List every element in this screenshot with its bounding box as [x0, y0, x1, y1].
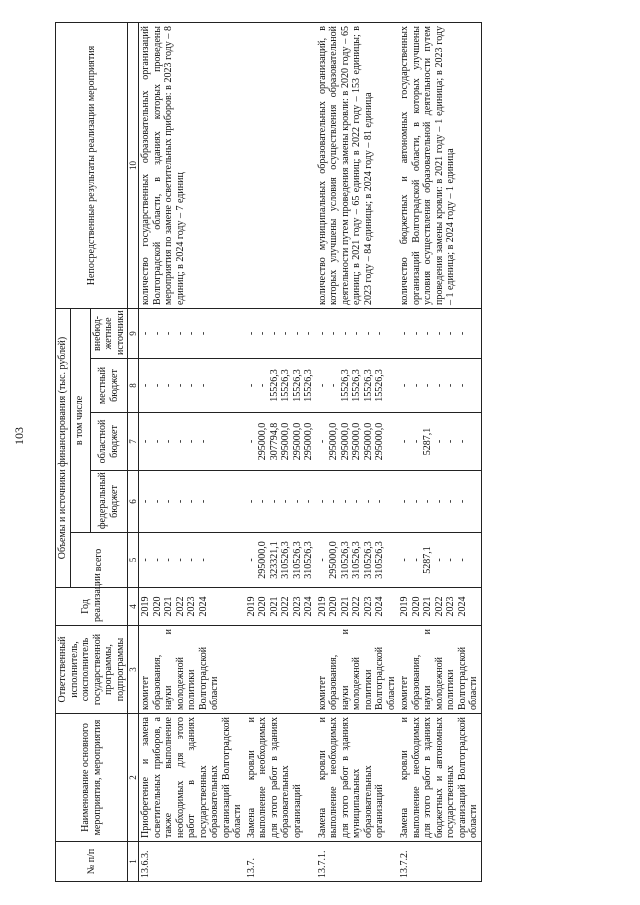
- local-value: -: [257, 383, 269, 388]
- row-federal: [245, 471, 316, 533]
- year-value: 2021: [422, 596, 434, 617]
- col-number: 3: [128, 626, 139, 714]
- col-number: 8: [128, 359, 139, 413]
- year-value: 2021: [268, 596, 280, 617]
- header-name: Наименование основного мероприятия, мероприятия: [56, 714, 128, 842]
- row-total: [398, 533, 481, 588]
- row-regional: [139, 413, 245, 471]
- row-result: количество бюджетных и автономных государственных организаций Волгоградской области, в которых улучшены условия осуществления образовательной деятельности путем проведения замены кровли: в 2021 году – 1 единица; в 2023 году – 1 единица; в 2024 году – 1 единица: [398, 23, 481, 309]
- offbudget-value: -: [433, 331, 445, 336]
- rotated-page: [55, 22, 585, 882]
- year-value: 2019: [316, 596, 328, 617]
- row-responsible: комитет образования, науки и молодежной политики Волгоградской области: [316, 626, 399, 714]
- col-number: 4: [128, 588, 139, 626]
- local-value: -: [245, 383, 257, 388]
- page-number: 103: [12, 427, 26, 445]
- regional-value: 295000,0: [351, 422, 363, 461]
- federal-value: -: [186, 499, 198, 504]
- federal-value: -: [257, 499, 269, 504]
- header-total: всего: [70, 533, 128, 588]
- total-value: -: [174, 558, 186, 562]
- total-value: -: [186, 558, 198, 562]
- row-federal: [139, 471, 245, 533]
- row-years: [245, 588, 316, 626]
- year-value: 2020: [328, 596, 340, 617]
- offbudget-value: -: [140, 331, 152, 336]
- local-value: 15526,3: [280, 369, 292, 402]
- local-value: -: [445, 383, 457, 388]
- total-value: -: [197, 558, 209, 562]
- regional-value: -: [151, 439, 163, 444]
- regional-value: 5287,1: [422, 427, 434, 456]
- offbudget-value: -: [374, 331, 386, 336]
- year-value: 2024: [456, 596, 468, 617]
- offbudget-value: -: [303, 331, 315, 336]
- row-regional: [245, 413, 316, 471]
- total-value: -: [245, 558, 257, 562]
- header-responsible: Ответственный исполнитель, соисполнитель государственной программы, подпрограммы: [56, 626, 128, 714]
- federal-value: -: [163, 499, 175, 504]
- local-value: -: [433, 383, 445, 388]
- regional-value: -: [186, 439, 198, 444]
- total-value: -: [399, 558, 411, 562]
- offbudget-value: -: [351, 331, 363, 336]
- row-offbudget: [398, 308, 481, 358]
- total-value: 310526,3: [374, 541, 386, 579]
- year-value: 2019: [245, 596, 257, 617]
- offbudget-value: -: [410, 331, 422, 336]
- regional-value: -: [410, 439, 422, 444]
- total-value: 310526,3: [303, 541, 315, 579]
- regional-value: -: [163, 439, 175, 444]
- local-value: -: [456, 383, 468, 388]
- header-num: № п/п: [56, 842, 128, 882]
- col-number: 6: [128, 471, 139, 533]
- year-value: 2020: [410, 596, 422, 617]
- offbudget-value: -: [445, 331, 457, 336]
- total-value: -: [410, 558, 422, 562]
- federal-value: -: [339, 499, 351, 504]
- year-value: 2021: [339, 596, 351, 617]
- offbudget-value: -: [186, 331, 198, 336]
- local-value: 15526,3: [339, 369, 351, 402]
- regional-value: -: [433, 439, 445, 444]
- year-value: 2020: [151, 596, 163, 617]
- row-local: [245, 359, 316, 413]
- row-offbudget: [316, 308, 399, 358]
- row-regional: [316, 413, 399, 471]
- federal-value: -: [140, 499, 152, 504]
- local-value: -: [140, 383, 152, 388]
- row-name: Замена кровли и выполнение необходимых для этого работ в зданиях муниципальных образовательных организаций: [316, 714, 399, 842]
- regional-value: -: [456, 439, 468, 444]
- year-value: 2023: [186, 596, 198, 617]
- row-offbudget: [139, 308, 245, 358]
- table-row: [245, 23, 316, 882]
- year-value: 2023: [291, 596, 303, 617]
- row-years: [316, 588, 399, 626]
- year-value: 2024: [197, 596, 209, 617]
- year-value: 2024: [374, 596, 386, 617]
- regional-value: 295000,0: [303, 422, 315, 461]
- header-regional: областной бюджет: [90, 413, 128, 471]
- offbudget-value: -: [422, 331, 434, 336]
- total-value: -: [316, 558, 328, 562]
- regional-value: -: [445, 439, 457, 444]
- federal-value: -: [174, 499, 186, 504]
- regional-value: -: [245, 439, 257, 444]
- row-federal: [316, 471, 399, 533]
- header-federal: федеральный бюджет: [90, 471, 128, 533]
- year-value: 2022: [433, 596, 445, 617]
- row-regional: [398, 413, 481, 471]
- row-local: [398, 359, 481, 413]
- offbudget-value: -: [197, 331, 209, 336]
- row-responsible: комитет образования, науки и молодежной политики Волгоградской области: [139, 626, 245, 714]
- row-code: 13.6.3.: [139, 842, 245, 882]
- federal-value: -: [374, 499, 386, 504]
- regional-value: 295000,0: [362, 422, 374, 461]
- federal-value: -: [422, 499, 434, 504]
- total-value: 310526,3: [339, 541, 351, 579]
- local-value: -: [399, 383, 411, 388]
- year-value: 2024: [303, 596, 315, 617]
- total-value: 5287,1: [422, 546, 434, 574]
- row-years: [139, 588, 245, 626]
- table-row: [139, 23, 245, 882]
- year-value: 2023: [445, 596, 457, 617]
- offbudget-value: -: [456, 331, 468, 336]
- local-value: -: [174, 383, 186, 388]
- total-value: 310526,3: [351, 541, 363, 579]
- federal-value: -: [328, 499, 340, 504]
- offbudget-value: -: [291, 331, 303, 336]
- total-value: -: [140, 558, 152, 562]
- row-name: Приобретение и замена осветительных приборов, а также выполнение необходимых для этого работ в зданиях государственных образовательных организаций Волгоградской области: [139, 714, 245, 842]
- regional-value: 307794,8: [268, 422, 280, 461]
- federal-value: -: [280, 499, 292, 504]
- total-value: 295000,0: [257, 541, 269, 579]
- row-result: количество государственных образовательных организаций Волгоградской области, в зданиях которых проведены мероприятия по замене осветительных приборов: в 2023 году – 8 единиц; в 2024 году – 7 единиц: [139, 23, 245, 309]
- row-result: [245, 23, 316, 309]
- offbudget-value: -: [399, 331, 411, 336]
- federal-value: -: [316, 499, 328, 504]
- row-code: 13.7.: [245, 842, 316, 882]
- local-value: -: [186, 383, 198, 388]
- regional-value: 295000,0: [374, 422, 386, 461]
- regional-value: -: [399, 439, 411, 444]
- header-in-that-number: в том числе: [70, 308, 90, 532]
- header-results: Непосредственные результаты реализации мероприятия: [56, 23, 128, 309]
- total-value: -: [445, 558, 457, 562]
- row-offbudget: [245, 308, 316, 358]
- regional-value: -: [174, 439, 186, 444]
- offbudget-value: -: [328, 331, 340, 336]
- year-value: 2020: [257, 596, 269, 617]
- total-value: 295000,0: [328, 541, 340, 579]
- federal-value: -: [151, 499, 163, 504]
- header-offbudget: внебюд- жетные источники: [90, 308, 128, 358]
- header-year: Год реализации: [56, 588, 128, 626]
- row-name: Замена кровли и выполнение необходимых для этого работ в зданиях образовательных организаций: [245, 714, 316, 842]
- local-value: -: [328, 383, 340, 388]
- row-total: [316, 533, 399, 588]
- col-number: 9: [128, 308, 139, 358]
- row-responsible: комитет образования, науки и молодежной политики Волгоградской области: [398, 626, 481, 714]
- table-row: [398, 23, 481, 882]
- local-value: -: [316, 383, 328, 388]
- federal-value: -: [291, 499, 303, 504]
- local-value: -: [163, 383, 175, 388]
- regional-value: -: [197, 439, 209, 444]
- year-value: 2023: [362, 596, 374, 617]
- total-value: 310526,3: [362, 541, 374, 579]
- row-years: [398, 588, 481, 626]
- local-value: 15526,3: [268, 369, 280, 402]
- regional-value: 295000,0: [280, 422, 292, 461]
- year-value: 2021: [163, 596, 175, 617]
- table-row: [316, 23, 399, 882]
- row-code: 13.7.2.: [398, 842, 481, 882]
- federal-value: -: [351, 499, 363, 504]
- regional-value: -: [316, 439, 328, 444]
- regional-value: -: [140, 439, 152, 444]
- table-body: [139, 23, 482, 882]
- local-value: 15526,3: [374, 369, 386, 402]
- offbudget-value: -: [339, 331, 351, 336]
- col-number: 5: [128, 533, 139, 588]
- local-value: 15526,3: [303, 369, 315, 402]
- local-value: -: [151, 383, 163, 388]
- total-value: 310526,3: [280, 541, 292, 579]
- local-value: -: [197, 383, 209, 388]
- federal-value: -: [197, 499, 209, 504]
- federal-value: -: [268, 499, 280, 504]
- regional-value: 295000,0: [339, 422, 351, 461]
- federal-value: -: [410, 499, 422, 504]
- year-value: 2019: [140, 596, 152, 617]
- local-value: -: [410, 383, 422, 388]
- col-number: 10: [128, 23, 139, 309]
- offbudget-value: -: [174, 331, 186, 336]
- total-value: 310526,3: [291, 541, 303, 579]
- total-value: -: [151, 558, 163, 562]
- row-federal: [398, 471, 481, 533]
- local-value: 15526,3: [351, 369, 363, 402]
- federal-value: -: [362, 499, 374, 504]
- row-local: [316, 359, 399, 413]
- offbudget-value: -: [316, 331, 328, 336]
- row-name: Замена кровли и выполнение необходимых для этого работ в зданиях бюджетных и автономных государственных организаций Волгоградской области: [398, 714, 481, 842]
- regional-value: 295000,0: [328, 422, 340, 461]
- federal-value: -: [303, 499, 315, 504]
- federal-value: -: [399, 499, 411, 504]
- offbudget-value: -: [151, 331, 163, 336]
- row-result: количество муниципальных образовательных организаций, в которых улучшены условия осуществления образовательной деятельности путем проведения замены кровли: в 2020 году – 65 единиц; в 2021 году – 65 единиц; в 2022 году – 153 единицы; в 2023 году – 84 единицы; в 2024 году – 81 единица: [316, 23, 399, 309]
- offbudget-value: -: [245, 331, 257, 336]
- federal-value: -: [245, 499, 257, 504]
- total-value: -: [433, 558, 445, 562]
- federal-value: -: [456, 499, 468, 504]
- total-value: -: [163, 558, 175, 562]
- offbudget-value: -: [257, 331, 269, 336]
- year-value: 2022: [280, 596, 292, 617]
- federal-value: -: [433, 499, 445, 504]
- header-local: местный бюджет: [90, 359, 128, 413]
- year-value: 2022: [174, 596, 186, 617]
- local-value: 15526,3: [291, 369, 303, 402]
- row-local: [139, 359, 245, 413]
- regional-value: 295000,0: [291, 422, 303, 461]
- total-value: -: [456, 558, 468, 562]
- col-number: 1: [128, 842, 139, 882]
- col-number: 7: [128, 413, 139, 471]
- federal-value: -: [445, 499, 457, 504]
- local-value: 15526,3: [362, 369, 374, 402]
- row-code: 13.7.1.: [316, 842, 399, 882]
- row-total: [139, 533, 245, 588]
- offbudget-value: -: [268, 331, 280, 336]
- row-total: [245, 533, 316, 588]
- col-number: 2: [128, 714, 139, 842]
- financing-table: [55, 22, 482, 882]
- year-value: 2022: [351, 596, 363, 617]
- local-value: -: [422, 383, 434, 388]
- offbudget-value: -: [280, 331, 292, 336]
- header-finance-group: Объемы и источники финансирования (тыс. рублей): [56, 308, 71, 587]
- total-value: 323321,1: [268, 541, 280, 579]
- offbudget-value: -: [163, 331, 175, 336]
- regional-value: 295000,0: [257, 422, 269, 461]
- offbudget-value: -: [362, 331, 374, 336]
- row-responsible: [245, 626, 316, 714]
- year-value: 2019: [399, 596, 411, 617]
